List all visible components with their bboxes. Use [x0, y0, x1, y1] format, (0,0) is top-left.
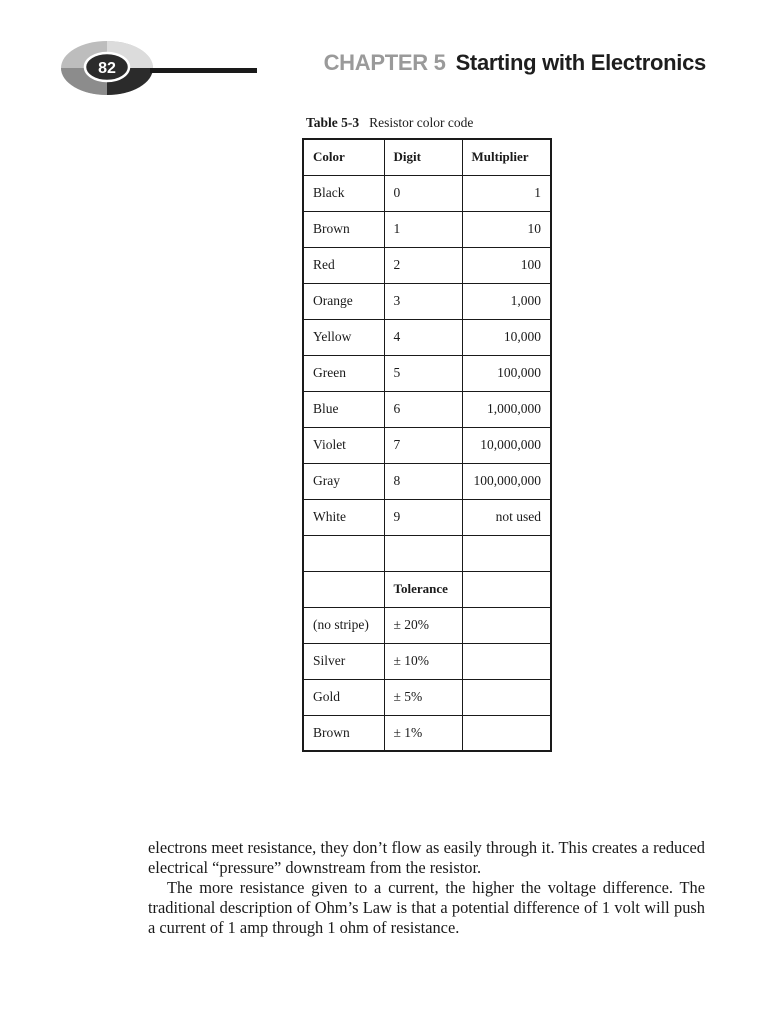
- multiplier-cell: 10,000,000: [462, 427, 551, 463]
- table-row: [303, 211, 551, 247]
- body-paragraph-1: electrons meet resistance, they don’t flow as easily through it. This creates a reduced electrical “pressure” downstream from the resistor.: [148, 838, 705, 877]
- chapter-label: CHAPTER 5: [323, 50, 446, 75]
- table-row: [303, 427, 551, 463]
- empty-cell: [303, 571, 384, 607]
- header-tolerance: Tolerance: [384, 571, 462, 607]
- table-row: [303, 355, 551, 391]
- header-rule: [150, 68, 257, 73]
- tolerance-cell: ± 1%: [384, 715, 462, 751]
- digit-cell: 2: [384, 247, 462, 283]
- digit-cell: 5: [384, 355, 462, 391]
- tolerance-row: [303, 643, 551, 679]
- table-row: [303, 175, 551, 211]
- header-multiplier: Multiplier: [462, 139, 551, 175]
- color-cell: Gold: [303, 679, 384, 715]
- multiplier-cell: 100: [462, 247, 551, 283]
- digit-cell: 8: [384, 463, 462, 499]
- tolerance-header-row: [303, 571, 551, 607]
- table-caption: [306, 115, 473, 131]
- empty-cell: [303, 535, 384, 571]
- empty-cell: [462, 571, 551, 607]
- color-cell: Brown: [303, 715, 384, 751]
- color-cell: Black: [303, 175, 384, 211]
- digit-cell: 6: [384, 391, 462, 427]
- resistor-color-code-table: [302, 138, 552, 752]
- header-digit: Digit: [384, 139, 462, 175]
- page-number-badge: [60, 40, 154, 96]
- multiplier-cell: 10: [462, 211, 551, 247]
- tolerance-row: [303, 607, 551, 643]
- color-cell: Yellow: [303, 319, 384, 355]
- multiplier-cell: not used: [462, 499, 551, 535]
- page-number: 82: [98, 60, 116, 77]
- empty-cell: [462, 715, 551, 751]
- color-cell: Gray: [303, 463, 384, 499]
- color-cell: Brown: [303, 211, 384, 247]
- tolerance-row: [303, 715, 551, 751]
- color-cell: White: [303, 499, 384, 535]
- chapter-title: [324, 50, 706, 76]
- table-row: [303, 391, 551, 427]
- empty-cell: [462, 535, 551, 571]
- digit-cell: 9: [384, 499, 462, 535]
- empty-cell: [462, 679, 551, 715]
- digit-cell: 4: [384, 319, 462, 355]
- table-title: Resistor color code: [369, 115, 474, 130]
- multiplier-cell: 100,000: [462, 355, 551, 391]
- body-text: [148, 838, 705, 938]
- tolerance-cell: ± 10%: [384, 643, 462, 679]
- empty-cell: [462, 607, 551, 643]
- table-row: [303, 499, 551, 535]
- table-row: [303, 283, 551, 319]
- color-cell: Orange: [303, 283, 384, 319]
- multiplier-cell: 1,000,000: [462, 391, 551, 427]
- tolerance-cell: ± 20%: [384, 607, 462, 643]
- empty-cell: [462, 643, 551, 679]
- color-cell: (no stripe): [303, 607, 384, 643]
- digit-cell: 0: [384, 175, 462, 211]
- color-cell: Green: [303, 355, 384, 391]
- color-cell: Silver: [303, 643, 384, 679]
- multiplier-cell: 1,000: [462, 283, 551, 319]
- table-row: [303, 247, 551, 283]
- chapter-name: Starting with Electronics: [455, 50, 706, 75]
- color-cell: Red: [303, 247, 384, 283]
- table-row: [303, 463, 551, 499]
- color-cell: Blue: [303, 391, 384, 427]
- table-spacer-row: [303, 535, 551, 571]
- multiplier-cell: 100,000,000: [462, 463, 551, 499]
- empty-cell: [384, 535, 462, 571]
- multiplier-cell: 10,000: [462, 319, 551, 355]
- body-paragraph-2: The more resistance given to a current, the higher the voltage difference. The traditional description of Ohm’s Law is that a potential difference of 1 volt will push a current of 1 amp through 1 ohm of resistance.: [148, 878, 705, 937]
- color-cell: Violet: [303, 427, 384, 463]
- digit-cell: 7: [384, 427, 462, 463]
- header-color: Color: [303, 139, 384, 175]
- table-row: [303, 319, 551, 355]
- table-header-row: [303, 139, 551, 175]
- multiplier-cell: 1: [462, 175, 551, 211]
- tolerance-cell: ± 5%: [384, 679, 462, 715]
- digit-cell: 1: [384, 211, 462, 247]
- table-number: Table 5-3: [306, 115, 360, 130]
- digit-cell: 3: [384, 283, 462, 319]
- tolerance-row: [303, 679, 551, 715]
